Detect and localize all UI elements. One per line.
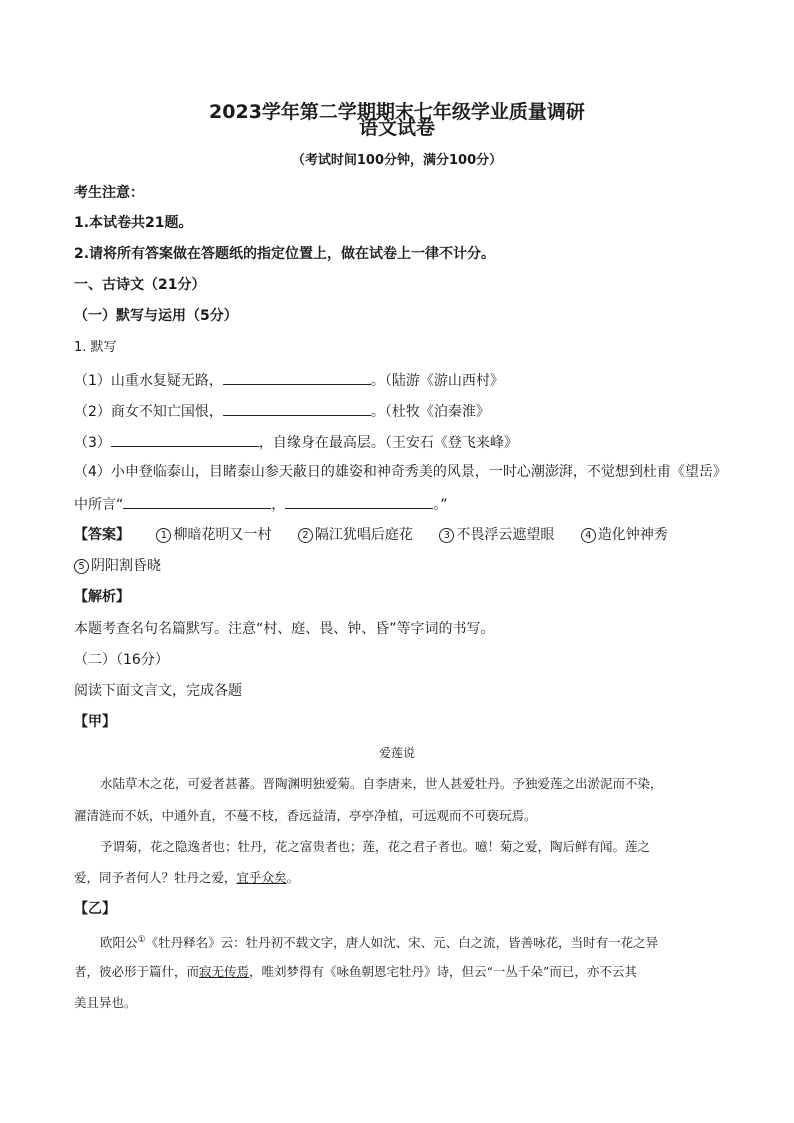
question-1-4-mid: ， — [271, 497, 286, 513]
exam-info: （考试时间100分钟，满分100分） — [291, 153, 503, 168]
passage-yi-line-1-text: 《牡丹释名》云：牡丹初不载文字，唐人如沈、宋、元、白之流，皆善咏花，当时有一花之异 — [145, 935, 659, 951]
passage-yi-line-2-start: 者，彼必形于篇什，而 — [74, 964, 200, 979]
underlined-phrase: 寂无传焉 — [199, 964, 250, 979]
answer-label: 【答案】 — [74, 527, 130, 543]
question-1-1-suffix: 。（陆游《游山西村》 — [370, 373, 504, 389]
question-1-3-prefix: （3） — [74, 435, 111, 451]
passage-jia-p2-line-2-end: 。 — [286, 870, 300, 885]
notice-item-1: 1.本试卷共21题。 — [74, 215, 193, 231]
notice-item-2: 2.请将所有答案做在答题纸的指定位置上，做在试卷上一律不计分。 — [74, 246, 496, 262]
answer-row-2 — [74, 556, 161, 576]
answer-2: 隔江犹唱后庭花 — [314, 527, 413, 543]
answer-blank — [285, 493, 433, 509]
answer-number-1: 1 — [156, 528, 171, 543]
question-1-2 — [74, 400, 490, 422]
question-1-4-suffix: 。” — [433, 497, 448, 513]
passage-yi-line-2-text: ，唯刘梦得有《咏鱼朝恩宅牡丹》诗，但云“一丛千朵”而已，亦不云其 — [249, 964, 637, 979]
passage-jia-p1-line-2: 濯清涟而不妖，中通外直，不蔓不枝，香远益清，亭亭净植，可远观而不可亵玩焉。 — [74, 808, 537, 823]
question-1-label: 1. 默写 — [74, 340, 117, 355]
answer-number-5: 5 — [74, 559, 89, 574]
answer-number-2: 2 — [298, 528, 313, 543]
analysis-text: 本题考查名句名篇默写。注意“村、庭、畏、钟、昏”等字词的书写。 — [74, 621, 495, 637]
question-1-2-suffix: 。（杜牧《泊秦淮》 — [370, 404, 490, 420]
answer-1: 柳暗花明又一村 — [173, 527, 272, 543]
part-1-heading: （一）默写与运用（5分） — [74, 308, 238, 324]
passage-jia-p2-line-2-text: 爱，同予者何人？牡丹之爱， — [74, 870, 237, 885]
passage-yi-label: 【乙】 — [74, 901, 116, 917]
footnote-marker: ① — [137, 935, 146, 945]
passage-jia-p2-line-1: 予谓菊，花之隐逸者也；牡丹，花之富贵者也；莲，花之君子者也。噫！菊之爱，陶后鲜有闻。莲之 — [100, 839, 651, 854]
question-1-3 — [74, 431, 518, 453]
part-2-heading: （二）（16分） — [74, 652, 169, 668]
answer-3: 不畏浮云遮望眼 — [456, 527, 555, 543]
passage-jia-p1-line-1: 水陆草木之花，可爱者甚蕃。晋陶渊明独爱菊。自李唐来，世人甚爱牡丹。予独爱莲之出淤泥而不染， — [100, 776, 663, 791]
passage-yi-line-2 — [74, 962, 637, 982]
answer-blank — [111, 431, 259, 447]
notice-heading: 考生注意： — [74, 185, 144, 201]
answer-number-3: 3 — [439, 528, 454, 543]
answer-row-1 — [74, 525, 668, 545]
passage-jia-label: 【甲】 — [74, 714, 116, 730]
passage-yi-line-3: 美且异也。 — [74, 995, 137, 1010]
question-1-2-prefix: （2）商女不知亡国恨， — [74, 404, 223, 420]
passage-jia-p2-line-2 — [74, 868, 299, 888]
answer-number-4: 4 — [581, 528, 596, 543]
passage-yi-line-1-start: 欧阳公 — [100, 935, 138, 951]
passage-yi-line-1 — [100, 930, 658, 953]
underlined-phrase: 宜乎众矣 — [236, 870, 287, 885]
question-1-4-line-2 — [74, 493, 448, 515]
page-title: 2023学年第二学期期末七年级学业质量调研 — [209, 101, 585, 123]
answer-blank — [123, 493, 271, 509]
question-1-4-line-1: （4）小申登临泰山，目睹泰山参天蔽日的雄姿和神奇秀美的风景，一时心潮澎湃，不觉想到杜甫《望岳》 — [74, 464, 727, 480]
question-1-1 — [74, 369, 504, 391]
passage-jia-title: 爱莲说 — [378, 746, 415, 760]
answer-blank — [223, 400, 371, 416]
answer-5: 阴阳割昏晓 — [91, 558, 161, 574]
section-1-heading: 一、古诗文（21分） — [74, 277, 206, 293]
question-1-3-suffix: ，自缘身在最高层。（王安石《登飞来峰》 — [258, 435, 518, 451]
analysis-label: 【解析】 — [74, 589, 130, 605]
question-1-1-prefix: （1）山重水复疑无路， — [74, 373, 223, 389]
part-2-instruction: 阅读下面文言文，完成各题 — [74, 683, 242, 699]
page-subtitle: 语文试卷 — [358, 117, 435, 139]
answer-blank — [223, 369, 371, 385]
question-1-4-prefix: 中所言“ — [74, 497, 124, 513]
answer-4: 造化钟神秀 — [597, 527, 668, 543]
